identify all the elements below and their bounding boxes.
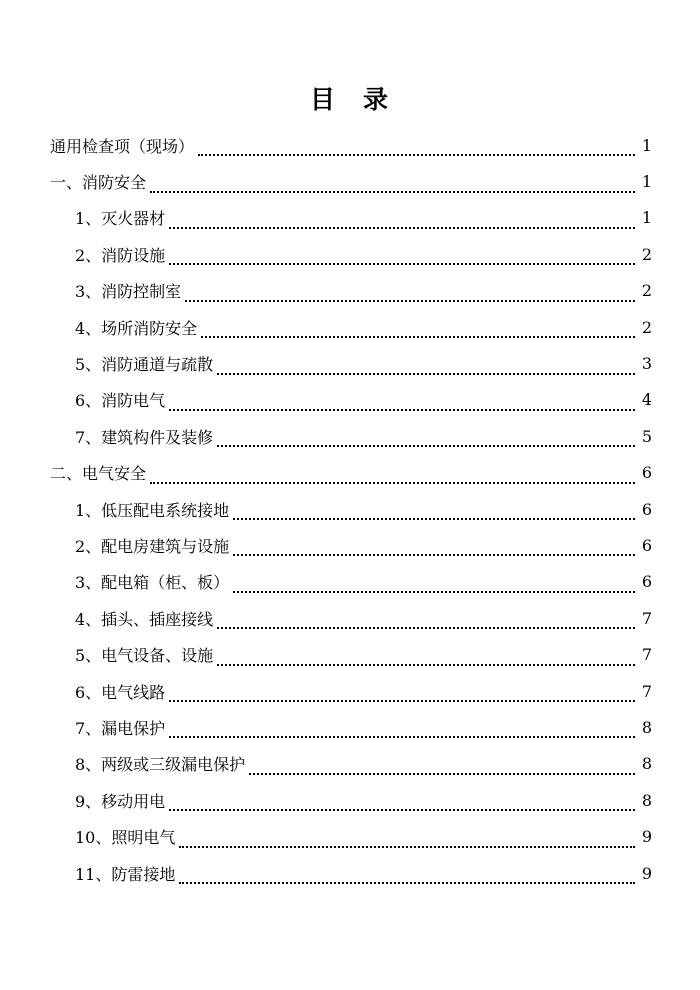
toc-entry[interactable]: [0, 163, 700, 199]
toc-entry-page-number: 1: [641, 208, 652, 228]
toc-dot-leader: [217, 357, 635, 375]
toc-entry[interactable]: [0, 527, 700, 563]
toc-entry[interactable]: [0, 636, 700, 672]
toc-entry[interactable]: [0, 455, 700, 491]
toc-dot-leader: [169, 211, 635, 229]
toc-entry-page-number: 3: [641, 354, 652, 374]
toc-dot-leader: [169, 247, 635, 265]
toc-entry[interactable]: [0, 564, 700, 600]
toc-entry-page-number: 1: [641, 172, 652, 192]
toc-entry-label: 3、配电箱（柜、板）: [75, 573, 230, 593]
toc-entry[interactable]: [0, 382, 700, 418]
toc-entry-page-number: 7: [641, 608, 652, 628]
toc-entry-page-number: 4: [641, 390, 652, 410]
toc-entry-label: 二、电气安全: [50, 464, 147, 484]
toc-entry[interactable]: [0, 818, 700, 854]
toc-dot-leader: [185, 284, 635, 302]
toc-entry-page-number: 7: [641, 681, 652, 701]
toc-entry[interactable]: [0, 746, 700, 782]
toc-dot-leader: [169, 684, 635, 702]
toc-entry-label: 2、消防设施: [75, 245, 166, 265]
toc-entry-label: 2、配电房建筑与设施: [75, 536, 230, 556]
toc-entry[interactable]: [0, 236, 700, 272]
toc-entry-label: 通用检查项（现场）: [50, 136, 195, 156]
toc-entry-page-number: 2: [641, 281, 652, 301]
toc-entry[interactable]: [0, 273, 700, 309]
toc-dot-leader: [233, 538, 635, 556]
toc-entry-label: 9、移动用电: [75, 791, 166, 811]
toc-entry[interactable]: [0, 418, 700, 454]
toc-entry-page-number: 7: [641, 645, 652, 665]
toc-dot-leader: [233, 502, 635, 520]
toc-entry-page-number: 6: [641, 572, 652, 592]
toc-entry-label: 7、漏电保护: [75, 718, 166, 738]
toc-dot-leader: [150, 175, 635, 193]
toc-entry[interactable]: [0, 200, 700, 236]
toc-dot-leader: [169, 720, 635, 738]
toc-entry-label: 1、灭火器材: [75, 209, 166, 229]
title-char-1: 目: [309, 85, 337, 114]
toc-dot-leader: [179, 866, 635, 884]
toc-entry-page-number: 1: [641, 135, 652, 155]
toc-entry-page-number: 9: [641, 863, 652, 883]
toc-entry-label: 一、消防安全: [50, 173, 147, 193]
toc-dot-leader: [150, 466, 635, 484]
toc-dot-leader: [233, 575, 635, 593]
table-of-contents: [0, 127, 700, 891]
page-title: [0, 80, 700, 116]
toc-entry-label: 4、插头、插座接线: [75, 609, 214, 629]
toc-entry[interactable]: [0, 709, 700, 745]
toc-entry-label: 6、电气线路: [75, 682, 166, 702]
toc-entry[interactable]: [0, 673, 700, 709]
toc-entry[interactable]: [0, 600, 700, 636]
toc-entry-page-number: 6: [641, 499, 652, 519]
toc-entry-label: 1、低压配电系统接地: [75, 500, 230, 520]
toc-entry-label: 5、消防通道与疏散: [75, 355, 214, 375]
toc-entry-label: 5、电气设备、设施: [75, 646, 214, 666]
toc-dot-leader: [217, 611, 635, 629]
toc-entry[interactable]: [0, 309, 700, 345]
toc-entry[interactable]: [0, 345, 700, 381]
toc-entry-page-number: 2: [641, 244, 652, 264]
toc-entry-label: 10、照明电气: [75, 828, 176, 848]
toc-entry-label: 3、消防控制室: [75, 282, 182, 302]
toc-entry-page-number: 2: [641, 317, 652, 337]
toc-entry[interactable]: [0, 782, 700, 818]
toc-entry-page-number: 8: [641, 717, 652, 737]
toc-dot-leader: [169, 793, 635, 811]
toc-dot-leader: [201, 320, 635, 338]
toc-dot-leader: [169, 393, 635, 411]
toc-entry-label: 6、消防电气: [75, 391, 166, 411]
toc-entry-label: 4、场所消防安全: [75, 318, 198, 338]
toc-dot-leader: [198, 138, 635, 156]
toc-entry-page-number: 8: [641, 754, 652, 774]
toc-entry[interactable]: [0, 127, 700, 163]
toc-entry-page-number: 6: [641, 535, 652, 555]
toc-dot-leader: [217, 429, 635, 447]
toc-dot-leader: [249, 757, 635, 775]
toc-entry-page-number: 6: [641, 463, 652, 483]
toc-entry-page-number: 5: [641, 426, 652, 446]
toc-entry[interactable]: [0, 855, 700, 891]
title-char-2: 录: [363, 85, 391, 114]
toc-entry[interactable]: [0, 491, 700, 527]
toc-entry-label: 8、两级或三级漏电保护: [75, 755, 246, 775]
toc-entry-page-number: 9: [641, 827, 652, 847]
toc-entry-page-number: 8: [641, 790, 652, 810]
toc-dot-leader: [217, 648, 635, 666]
toc-entry-label: 11、防雷接地: [75, 864, 176, 884]
toc-entry-label: 7、建筑构件及装修: [75, 427, 214, 447]
toc-dot-leader: [179, 830, 635, 848]
